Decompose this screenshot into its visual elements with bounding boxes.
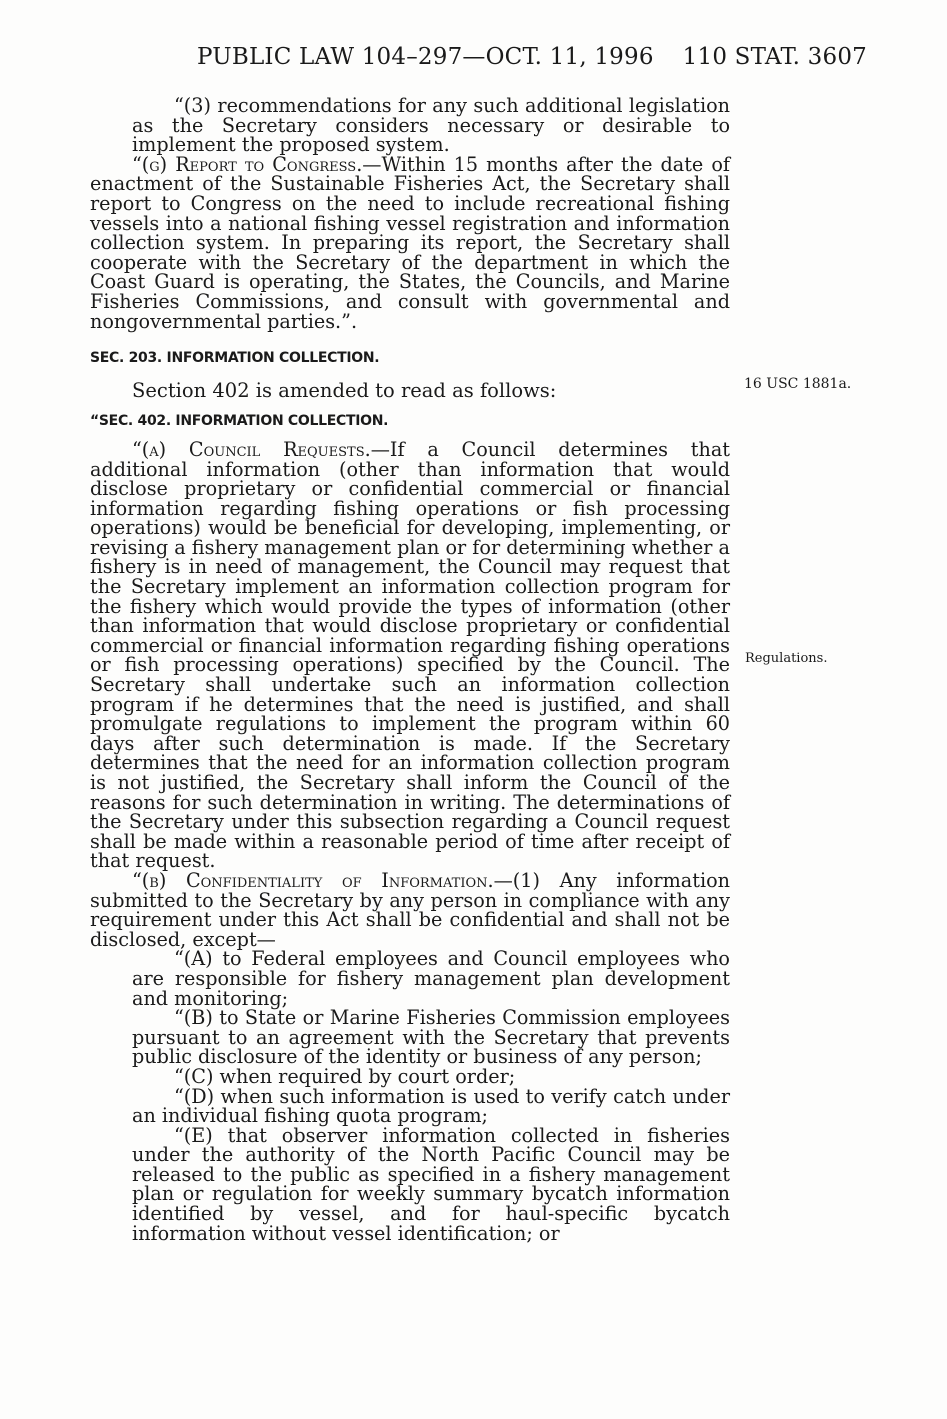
margin-note-usc: 16 USC 1881a. xyxy=(744,376,852,392)
statute-page-ref: 110 STAT. 3607 xyxy=(682,44,867,70)
margin-note-regulations: Regulations. xyxy=(745,651,828,666)
subsection-g-heading: “(g) Report to Congress. xyxy=(132,152,363,176)
subsection-g xyxy=(90,152,730,333)
subsection-b xyxy=(90,868,730,951)
list-item: “(A) to Federal employees and Council employees who are responsible for fishery management plan development and monitoring; xyxy=(132,947,730,1010)
amendment-instruction: Section 402 is amended to read as follows: xyxy=(132,378,557,402)
document-body xyxy=(90,96,730,1243)
paragraph-recommendations: “(3) recommendations for any such additional legislation as the Secretary considers necessary or desirable to implement the proposed system. xyxy=(132,94,730,157)
subsection-g-text: —Within 15 months after the date of enactment of the Sustainable Fisheries Act, the Secretary shall report to Congress on the need to include recreational fishing vessels into a national fishing vessel registration and information collection system. In preparing its report, the Secretary shall cooperate with the Secretary of the department in which the Coast Guard is operating, the States, the Councils, and Marine Fisheries Commissions, and consult with governmental and nongovernmental parties.”. xyxy=(90,152,730,333)
subsection-a-heading: “(a) Council Requests. xyxy=(132,437,371,461)
subsection-b-heading: “(b) Confidentiality of Information. xyxy=(132,868,494,892)
subsection-b-text: —(1) Any information submitted to the Secretary by any person in compliance with any requirement under this Act shall be confidential and shall not be disclosed, except— xyxy=(90,868,730,951)
list-item: “(D) when such information is used to verify catch under an individual fishing quota program; xyxy=(132,1084,730,1128)
subsection-a-text: —If a Council determines that additional information (other than information that would disclose proprietary or confidential commercial or financial information regarding fishing operations or fish processing operations) would be beneficial for developing, implementing, or revising a fishery management plan or for determining whether a fishery is in need of management, the Council may request that the Secretary implement an information collection program for the fishery which would provide the types of information (other than information that would disclose proprietary or confidential commercial or financial information regarding fishing operations or fish processing operations) specified by the Council. The Secretary shall undertake such an information collection program if he determines that the need is justified, and shall promulgate regulations to implement the program within 60 days after such determination is made. If the Secretary determines that the need for an information collection program is not justified, the Secretary shall inform the Council of the reasons for such determination in writing. The determinations of the Secretary under this subsection regarding a Council request shall be made within a reasonable period of time after receipt of that request. xyxy=(90,437,731,873)
subsection-a xyxy=(90,437,731,873)
list-item: “(C) when required by court order; xyxy=(174,1064,516,1088)
section-402-heading: “SEC. 402. INFORMATION COLLECTION. xyxy=(90,413,389,430)
section-203-heading: SEC. 203. INFORMATION COLLECTION. xyxy=(90,350,380,367)
list-item: “(B) to State or Marine Fisheries Commission employees pursuant to an agreement with the Secretary that prevents public disclosure of the identity or business of any person; xyxy=(132,1006,730,1069)
public-law-title: PUBLIC LAW 104–297—OCT. 11, 1996 xyxy=(197,44,654,70)
list-item: “(E) that observer information collected in fisheries under the authority of the North Pacific Council may be released to the public as specified in a fishery management plan or regulation for weekly summary bycatch information identified by vessel, and for haul-specific bycatch information without vessel identification; or xyxy=(132,1123,730,1245)
